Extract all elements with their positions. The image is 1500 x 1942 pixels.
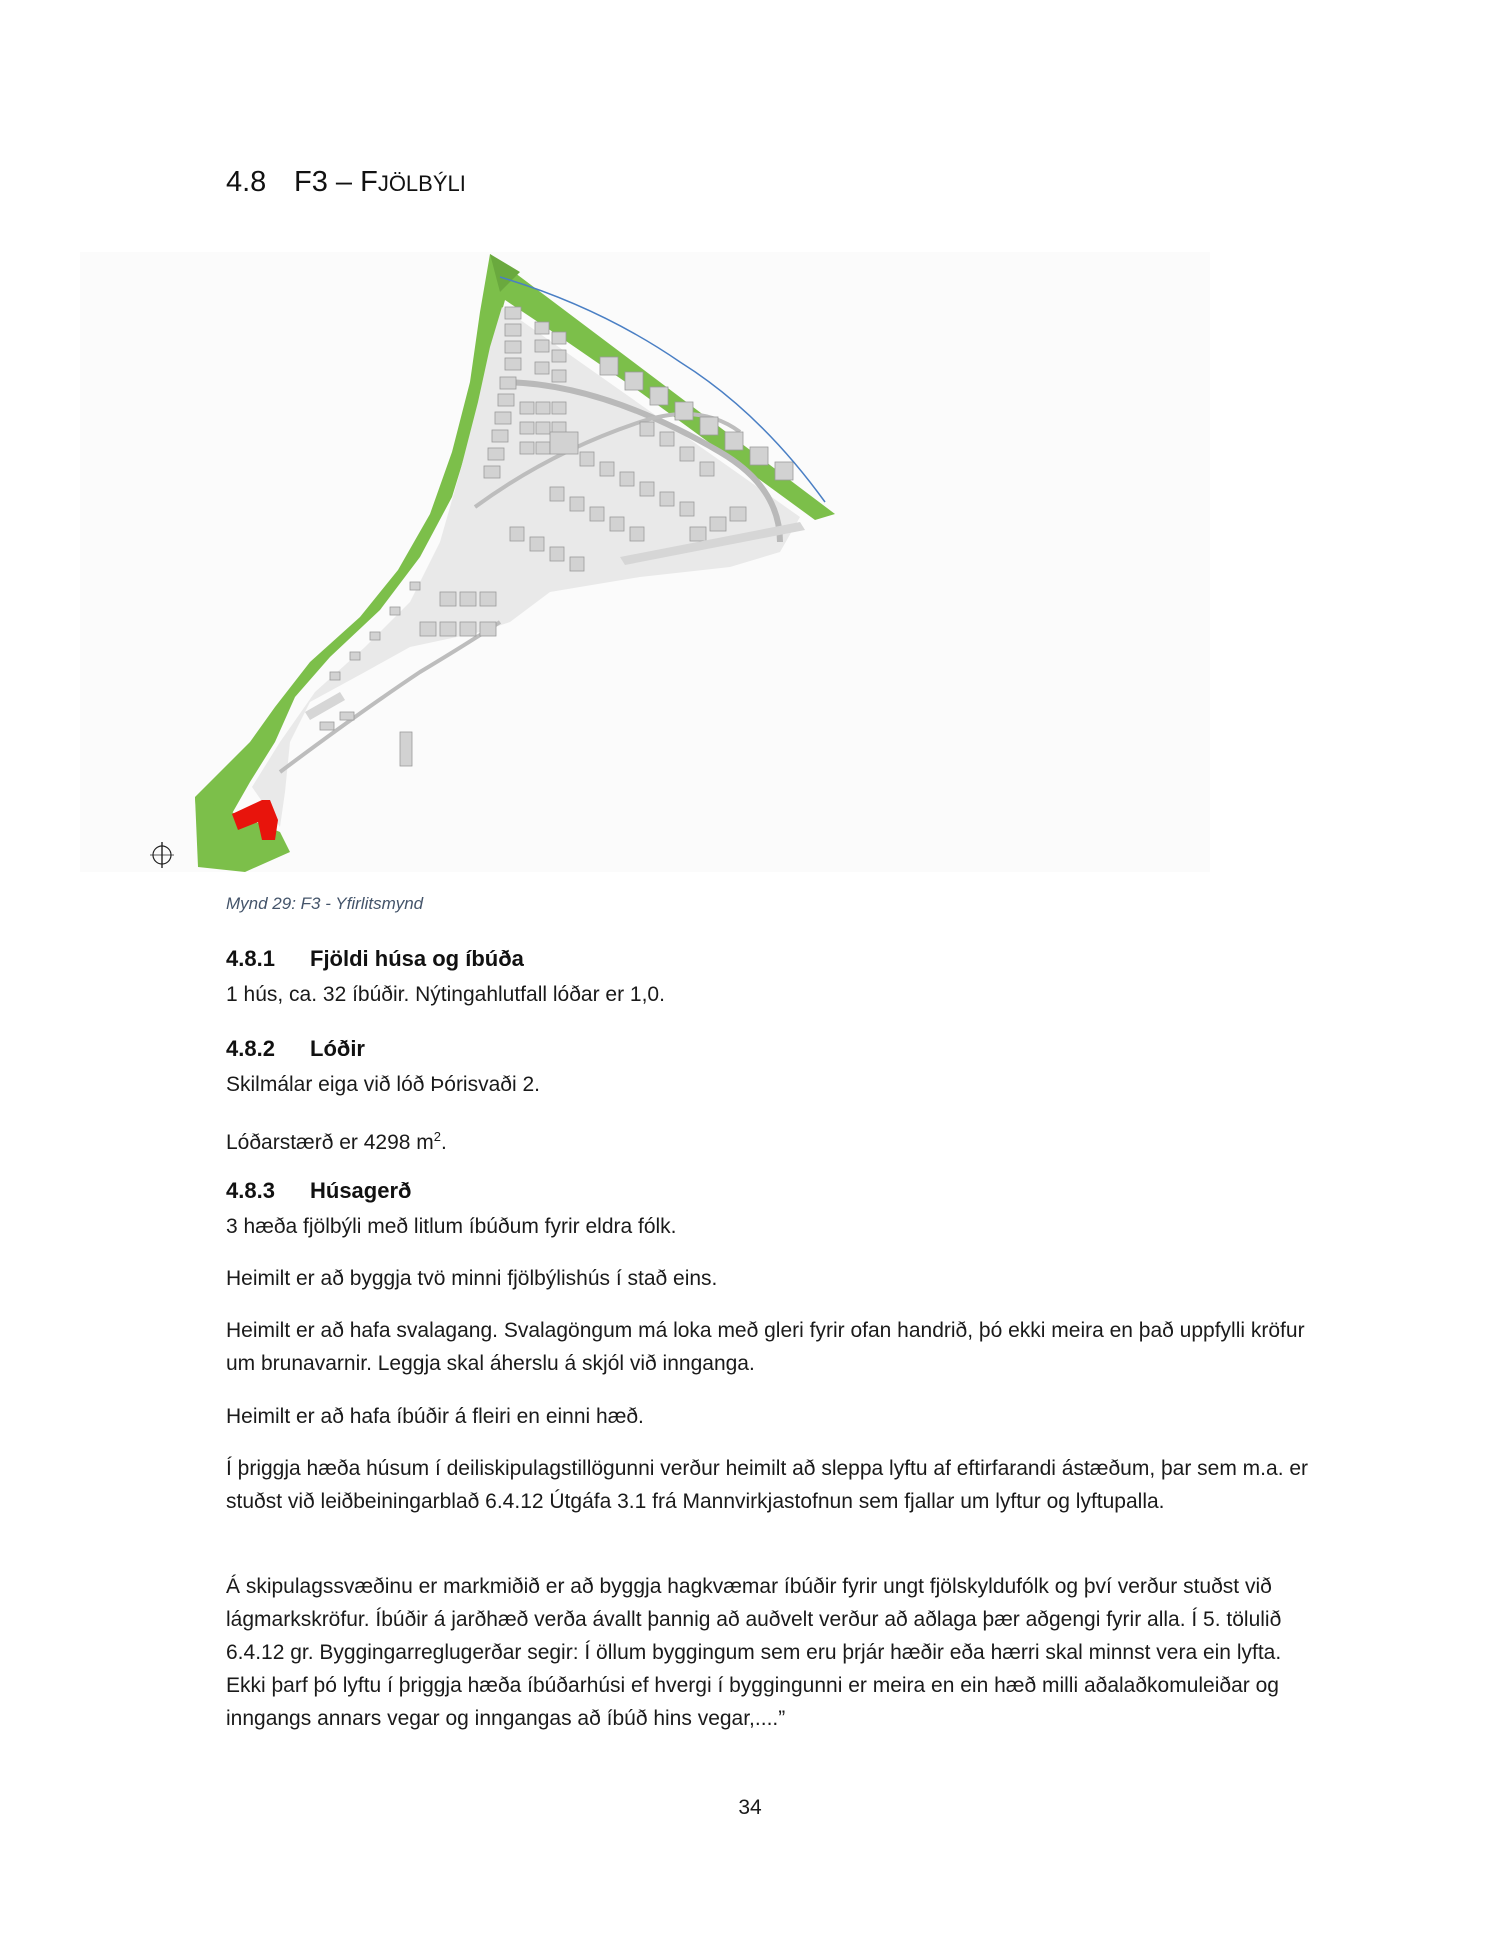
subsection-number: 4.8.1 [226, 946, 275, 971]
section-title-smallcaps: JÖLBÝLI [377, 171, 466, 196]
paragraph: Heimilt er að byggja tvö minni fjölbýlishús í stað eins. [226, 1267, 718, 1290]
paragraph: 1 hús, ca. 32 íbúðir. Nýtingahlutfall lóðar er 1,0. [226, 983, 665, 1006]
section-title [294, 166, 466, 198]
paragraph: Á skipulagssvæðinu er markmiðið er að byggja hagkvæmar íbúðir fyrir ungt fjölskyldufólk og því verður stuðst við lágmarkskröfur. Íbúðir á jarðhæð verða ávallt þannig að auðvelt verður að aðlaga þær aðgengi fyrir alla. Í 5. tölulið 6.4.12 gr. Byggingarreglugerðar segir: Í öllum byggingum sem eru þrjár hæðir eða hærri skal minnst vera ein lyfta. Ekki þarf þó lyftu í þriggja hæða íbúðarhúsi ef hvergi í byggingunni er meira en ein hæð milli aðalaðkomuleiðar og inngangs annars vegar og inngangas að íbúð hins vegar,....” [226, 1575, 1282, 1730]
subsection-number: 4.8.3 [226, 1178, 275, 1203]
lot-size-text: Lóðarstærð er 4298 m [226, 1131, 434, 1154]
subsection-title: Lóðir [310, 1036, 365, 1061]
paragraph: 3 hæða fjölbýli með litlum íbúðum fyrir eldra fólk. [226, 1215, 677, 1238]
paragraph: Skilmálar eiga við lóð Þórisvaði 2. [226, 1073, 540, 1096]
subsection-title: Fjöldi húsa og íbúða [310, 946, 524, 971]
superscript: 2 [433, 1129, 442, 1144]
subsection-number: 4.8.2 [226, 1036, 275, 1061]
subsection-heading [226, 1178, 411, 1204]
paragraph: Í þriggja hæða húsum í deiliskipulagstillögunni verður heimilt að sleppa lyftu af eftirfarandi ástæðum, þar sem m.a. er stuðst við leiðbeiningarblað 6.4.12 Útgáfa 3.1 frá Mannvirkjastofnun sem fjallar um lyftur og lyftupalla. [226, 1457, 1309, 1513]
paragraph: Heimilt er að hafa íbúðir á fleiri en einni hæð. [226, 1405, 644, 1428]
section-title-main: F3 – F [294, 166, 378, 198]
paragraph [226, 1120, 1316, 1159]
subsection-heading [226, 946, 524, 972]
site-plan-figure [80, 252, 1210, 872]
subsection-heading [226, 1036, 365, 1062]
section-heading [226, 166, 466, 199]
period: . [441, 1131, 447, 1154]
site-plan-map [80, 252, 1210, 872]
page-number: 34 [738, 1796, 762, 1819]
section-number: 4.8 [226, 166, 267, 198]
subsection-title: Húsagerð [310, 1178, 412, 1203]
paragraph: Heimilt er að hafa svalagang. Svalagöngum má loka með gleri fyrir ofan handrið, þó ekki meira en það uppfylli kröfur um brunavarnir. Leggja skal áherslu á skjól við innganga. [226, 1319, 1305, 1375]
figure-caption: Mynd 29: F3 - Yfirlitsmynd [226, 894, 424, 913]
